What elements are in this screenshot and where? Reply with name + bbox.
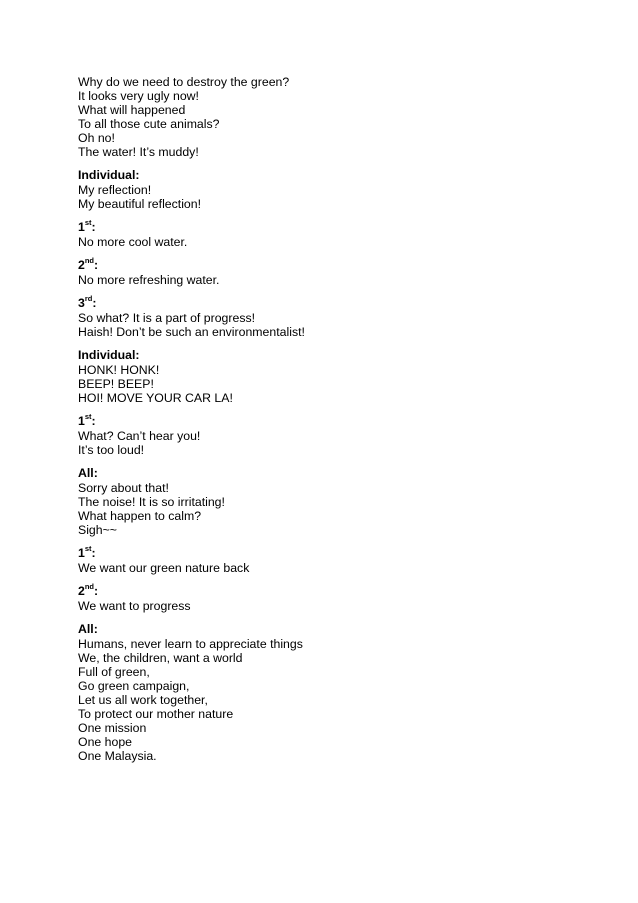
dialogue-block: [78, 293, 598, 339]
speaker-colon: :: [91, 414, 96, 428]
speaker-name: 1: [78, 220, 85, 234]
speaker-ordinal-suffix: rd: [84, 293, 93, 303]
speaker-label: [78, 255, 598, 272]
speaker-label: [78, 217, 598, 234]
speaker-colon: :: [93, 622, 98, 636]
dialogue-line: What? Can’t hear you!: [78, 429, 201, 443]
dialogue-line: It’s too loud!: [78, 443, 145, 457]
dialogue-line: Sigh~~: [78, 523, 117, 537]
dialogue-line: We, the children, want a world: [78, 651, 243, 665]
dialogue-line: It looks very ugly now!: [78, 89, 199, 103]
dialogue-block: [78, 217, 598, 249]
dialogue-line: The noise! It is so irritating!: [78, 495, 225, 509]
dialogue-line: What happen to calm?: [78, 509, 202, 523]
dialogue-line: Sorry about that!: [78, 481, 169, 495]
dialogue-line: To protect our mother nature: [78, 707, 234, 721]
dialogue-line: We want to progress: [78, 599, 191, 613]
dialogue-line: To all those cute animals?: [78, 117, 220, 131]
dialogue-line: Oh no!: [78, 131, 115, 145]
dialogue-line: Why do we need to destroy the green?: [78, 75, 290, 89]
dialogue-line: The water! It’s muddy!: [78, 145, 199, 159]
speaker-name: All: [78, 466, 94, 480]
speaker-name: 3: [78, 296, 85, 310]
speaker-colon: :: [94, 584, 99, 598]
dialogue-line: No more refreshing water.: [78, 273, 220, 287]
speaker-ordinal-suffix: st: [84, 217, 92, 227]
speaker-name: 2: [78, 584, 85, 598]
speaker-label: [78, 622, 598, 636]
speaker-name: Individual: [78, 168, 136, 182]
dialogue-line: One Malaysia.: [78, 749, 157, 763]
speaker-ordinal-suffix: nd: [84, 255, 95, 265]
dialogue-line: Full of green,: [78, 665, 150, 679]
dialogue-line: What will happened: [78, 103, 186, 117]
speaker-colon: :: [135, 168, 140, 182]
dialogue-block: [78, 622, 598, 763]
dialogue-line: We want our green nature back: [78, 561, 250, 575]
dialogue-line: One hope: [78, 735, 133, 749]
speaker-label: [78, 348, 598, 362]
speaker-colon: :: [93, 466, 98, 480]
speaker-ordinal-suffix: st: [84, 411, 92, 421]
speaker-label: [78, 543, 598, 560]
script-document: [78, 75, 598, 772]
speaker-label: [78, 293, 598, 310]
dialogue-line: My reflection!: [78, 183, 152, 197]
dialogue-block: [78, 75, 598, 159]
speaker-colon: :: [91, 546, 96, 560]
speaker-label: [78, 581, 598, 598]
dialogue-block: [78, 543, 598, 575]
dialogue-block: [78, 255, 598, 287]
dialogue-line: HONK! HONK!: [78, 363, 160, 377]
dialogue-line: BEEP! BEEP!: [78, 377, 154, 391]
dialogue-line: My beautiful reflection!: [78, 197, 202, 211]
speaker-name: 1: [78, 546, 85, 560]
speaker-label: [78, 168, 598, 182]
speaker-colon: :: [91, 220, 96, 234]
dialogue-line: Go green campaign,: [78, 679, 190, 693]
dialogue-line: So what? It is a part of progress!: [78, 311, 256, 325]
speaker-name: All: [78, 622, 94, 636]
dialogue-block: [78, 168, 598, 211]
dialogue-line: Humans, never learn to appreciate things: [78, 637, 303, 651]
speaker-name: Individual: [78, 348, 136, 362]
dialogue-block: [78, 581, 598, 613]
speaker-ordinal-suffix: nd: [84, 581, 95, 591]
speaker-ordinal-suffix: st: [84, 543, 92, 553]
dialogue-block: [78, 348, 598, 405]
dialogue-line: No more cool water.: [78, 235, 188, 249]
dialogue-line: HOI! MOVE YOUR CAR LA!: [78, 391, 233, 405]
dialogue-block: [78, 466, 598, 537]
dialogue-line: Let us all work together,: [78, 693, 208, 707]
speaker-label: [78, 411, 598, 428]
speaker-colon: :: [135, 348, 140, 362]
speaker-label: [78, 466, 598, 480]
dialogue-line: Haish! Don’t be such an environmentalist!: [78, 325, 305, 339]
speaker-name: 1: [78, 414, 85, 428]
dialogue-block: [78, 411, 598, 457]
speaker-colon: :: [94, 258, 99, 272]
dialogue-line: One mission: [78, 721, 147, 735]
speaker-colon: :: [92, 296, 97, 310]
speaker-name: 2: [78, 258, 85, 272]
